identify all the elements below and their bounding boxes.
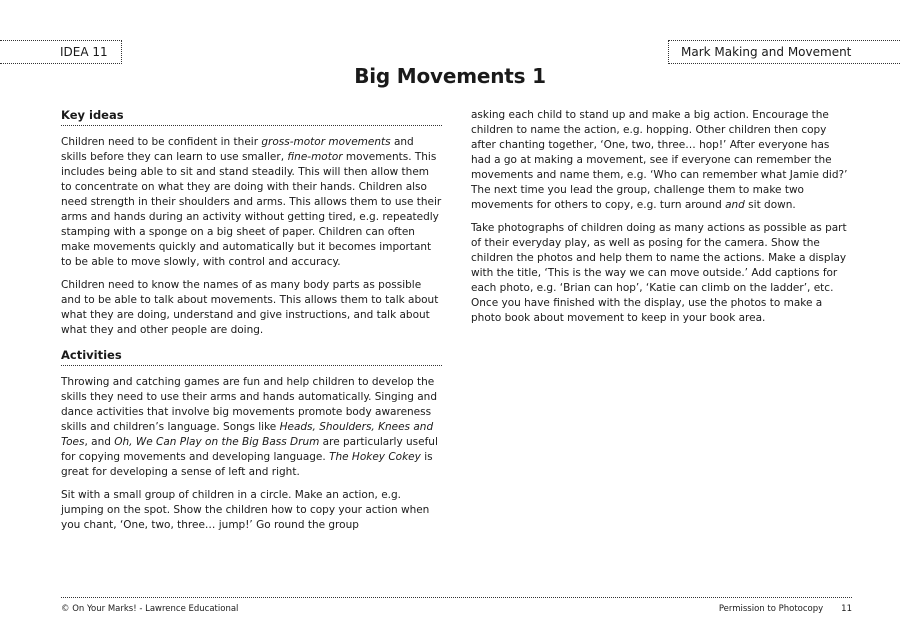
idea-label: IDEA 11 (60, 45, 108, 59)
idea-tag (0, 40, 122, 64)
footer-divider (61, 597, 852, 598)
right-column (471, 108, 852, 334)
footer-right (719, 604, 852, 614)
italic-text: and (725, 199, 745, 211)
activities-paragraph-2: Sit with a small group of children in a circle. Make an action, e.g. jumping on the spot. Show the children how to copy your action when you chant, ‘One, two, three… jump!’ Go round the group (61, 489, 430, 531)
left-column (61, 107, 442, 541)
section-tag (668, 40, 900, 64)
page-title: Big Movements 1 (354, 64, 546, 88)
footer-permission: Permission to Photocopy (718, 604, 824, 614)
right-paragraph-1: asking each child to stand up and make a big action. Encourage the children to name the action, e.g. hopping. Other children then copy after chanting together, ‘One, two, three… hop!’ After everyone has had a go at making a movement, see if everyone can remember the movements and name them, e.g. ‘Who can remember what Jamie did?’ The next time you lead the group, challenge them to make two movements for others to copy, e.g. turn around and sit down. (471, 109, 848, 211)
italic-text: gross-motor movements (261, 136, 391, 148)
page-number: 11 (841, 604, 852, 614)
section-label: Mark Making and Movement (681, 45, 852, 59)
right-paragraph-2: Take photographs of children doing as many actions as possible as part of their everyday play, as well as posing for the camera. Show the children the photos and help them to name the actions. Make a display with the title, ‘This is the way we can move outside.’ Add captions for each photo, e.g. ‘Brian can hop’, ‘Katie can climb on the ladder’, etc. Once you have finished with the display, use the photos to make a photo book about movement to keep in your book area. (471, 222, 847, 324)
key-ideas-heading: Key ideas (61, 107, 442, 126)
key-ideas-paragraph-1: Children need to be confident in their gross-motor movements and skills before they can learn to use smaller, fine-motor movements. This includes being able to sit and stand steadily. This will then allow them to concentrate on what they are doing with their hands. Children also need strength in their shoulders and arms. This allows them to use their arms and hands during an activity without getting tired, e.g. repeatedly stamping with a sponge on a big sheet of paper. Children can often make movements quickly and automatically but it becomes important to be able to move slowly, with control and accuracy. (61, 136, 442, 268)
activities-paragraph-1: Throwing and catching games are fun and help children to develop the skills they need to use their arms and hands automatically. Singing and dance activities that involve big movements promote body awareness skills and children’s language. Songs like Heads, Shoulders, Knees and Toes, and Oh, We Can Play on the Big Bass Drum are particularly useful for copying movements and developing language. The Hokey Cokey is great for developing a sense of left and right. (61, 376, 438, 478)
italic-text: Oh, We Can Play on the Big Bass Drum (114, 436, 320, 448)
italic-text: fine-motor (287, 151, 343, 163)
activities-heading: Activities (61, 347, 442, 366)
footer-copyright: © On Your Marks! - Lawrence Educational (61, 604, 239, 614)
key-ideas-paragraph-2: Children need to know the names of as many body parts as possible and to be able to talk about movements. This allows them to talk about what they are doing, understand and give instructions, and talk about what they and other people are doing. (61, 279, 439, 336)
italic-text: The Hokey Cokey (329, 451, 421, 463)
italic-text: Heads, Shoulders, Knees and Toes (61, 421, 434, 448)
